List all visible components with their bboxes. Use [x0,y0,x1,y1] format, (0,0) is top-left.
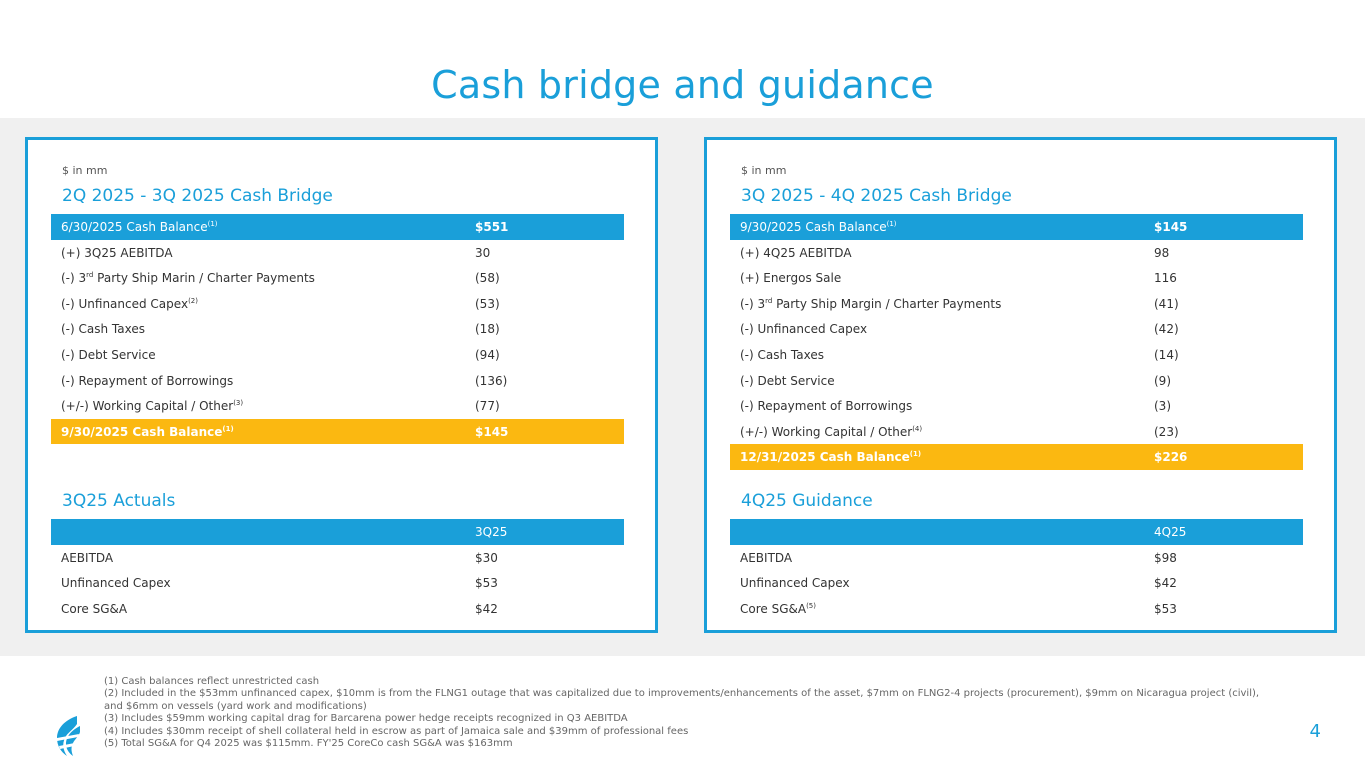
table-row [51,265,624,291]
unit-label: $ in mm [62,164,108,177]
row-value: (9) [1154,373,1171,388]
row-value: 98 [1154,245,1170,260]
row-label: (-) Unfinanced Capex [740,322,868,337]
table-row [730,240,1303,266]
row-label: (+/-) Working Capital / Other$^{(3)}$ [61,399,244,414]
table-row [51,316,624,342]
row-label: (-) Cash Taxes [740,347,824,362]
left-panel [25,137,658,633]
bridge-title: 2Q 2025 - 3Q 2025 Cash Bridge [62,186,333,206]
row-value: (18) [475,322,500,337]
table-row [51,342,624,368]
guidance-table [730,519,1303,621]
footnote: (2) Included in the $53mm unfinanced capex, $10mm is from the FLNG1 outage that was capitalized due to improvements/enhancements of the asset, $7mm on FLNG2-4 projects (procurement), $9mm on Nicaragua project (civil), and $6mm on vessels (yard work and modifications) [104,688,1260,712]
bridge-table [730,214,1303,470]
footnotes [104,676,1274,750]
row-label: (+) 4Q25 AEBITDA [740,245,852,260]
row-value: (42) [1154,322,1179,337]
row-value: 30 [475,245,491,260]
table-row [730,393,1303,419]
table-header [730,519,1303,545]
table-row [51,291,624,317]
table-row [730,570,1303,596]
row-label: Core SG&A [61,601,128,616]
row-label: (-) Debt Service [740,373,835,388]
row-value: $53 [475,576,498,591]
row-label: (-) 3rd Party Ship Margin / Charter Payments [740,296,1002,311]
table-row-total [51,419,624,445]
table-row [51,570,624,596]
page-number: 4 [1309,721,1321,742]
row-label: Core $SG\&A^{(5)}$ [740,601,816,616]
row-label: (+/-) Working Capital / Other$^{(4)}$ [740,424,923,439]
table-row [730,214,1303,240]
bridge-table [51,214,624,444]
table-row [730,316,1303,342]
row-label: (-) Repayment of Borrowings [740,399,913,414]
table-row [730,545,1303,571]
row-value: $42 [1154,576,1177,591]
row-label: 6/30/2025 Cash Balance$^{(1)}$ [61,220,218,234]
actuals-title: 3Q25 Actuals [62,491,176,511]
column-header: 4Q25 [1154,525,1187,539]
row-value: (3) [1154,399,1171,414]
table-row [730,265,1303,291]
table-row [730,419,1303,445]
row-value: $53 [1154,601,1177,616]
table-row [51,393,624,419]
row-label: (-) Repayment of Borrowings [61,373,234,388]
row-value: 116 [1154,271,1177,286]
table-row [51,596,624,622]
row-label: (-) 3rd Party Ship Marin / Charter Payments [61,271,315,286]
row-label: Unfinanced Capex [61,576,171,591]
row-value: $145 [475,424,509,439]
row-label: AEBITDA [61,550,114,565]
right-panel [704,137,1337,633]
table-row [730,596,1303,622]
unit-label: $ in mm [741,164,787,177]
table-row [730,368,1303,394]
row-value: (58) [475,271,500,286]
row-value: $145 [1154,220,1188,234]
row-value: (23) [1154,424,1179,439]
row-label: Unfinanced Capex [740,576,850,591]
actuals-table [51,519,624,621]
table-row [730,291,1303,317]
row-label: (-) Cash Taxes [61,322,145,337]
table-row [51,240,624,266]
row-value: (41) [1154,296,1179,311]
row-value: (14) [1154,347,1179,362]
row-value: $226 [1154,450,1188,465]
guidance-title: 4Q25 Guidance [741,491,873,511]
row-value: $551 [475,220,509,234]
footnote: (4) Includes $30mm receipt of shell collateral held in escrow as part of Jamaica sale and $39mm of professional fees [104,725,689,737]
page-title: Cash bridge and guidance [431,63,934,107]
table-header [51,519,624,545]
row-label: (+) 3Q25 AEBITDA [61,245,173,260]
footnote: (1) Cash balances reflect unrestricted cash [104,676,320,687]
row-label: 12/31/2025 Cash Balance$^{(1)}$ [740,450,922,465]
row-label: (-) Debt Service [61,347,156,362]
column-header: 3Q25 [475,525,508,539]
table-row [730,342,1303,368]
flame-logo-icon [51,714,83,758]
row-label: AEBITDA [740,550,793,565]
bridge-title: 3Q 2025 - 4Q 2025 Cash Bridge [741,186,1012,206]
row-value: (94) [475,347,500,362]
footnote: (3) Includes $59mm working capital drag for Barcarena power hedge receipts recognized in Q3 AEBITDA [104,713,628,725]
row-value: (136) [475,373,508,388]
footnote: (5) Total SG&A for Q4 2025 was $115mm. FY'25 CoreCo cash SG&A was $163mm [104,738,513,750]
row-label: (-) Unfinanced Capex$^{(2)}$ [61,296,198,311]
row-value: $98 [1154,550,1177,565]
row-value: $42 [475,601,498,616]
row-label: (+) Energos Sale [740,271,842,286]
row-value: (77) [475,399,500,414]
row-value: (53) [475,296,500,311]
row-label: 9/30/2025 Cash Balance$^{(1)}$ [740,220,897,234]
table-row-total [730,444,1303,470]
table-row [51,214,624,240]
row-label: 9/30/2025 Cash Balance$^{(1)}$ [61,424,234,439]
table-row [51,368,624,394]
table-row [51,545,624,571]
row-value: $30 [475,550,498,565]
